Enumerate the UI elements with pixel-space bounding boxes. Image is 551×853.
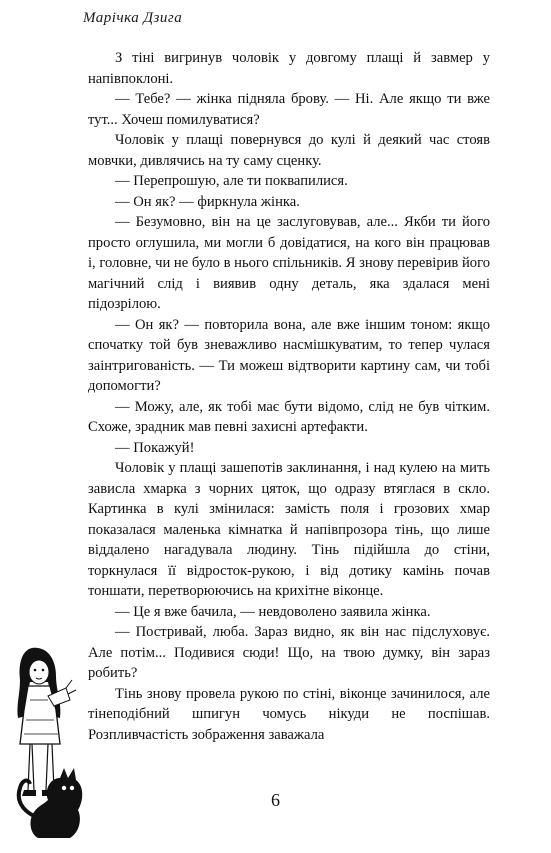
paragraph: — Це я вже бачила, — невдоволено заявила жінка. [115, 603, 431, 620]
paragraph: Чоловік у плащі повернувся до кулі й деякий час стояв мовчки, дивлячись на ту саму сценку. [88, 132, 490, 169]
girl-and-cat-illustration [8, 640, 88, 845]
paragraph: — Можу, але, як тобі має бути відомо, слід не був чітким. Схоже, зрадник мав певні захисні артефакти. [88, 398, 490, 435]
running-header-author: Марічка Дзига [83, 10, 183, 26]
paragraph: — Он як? — повторила вона, але вже іншим тоном: якщо спочатку той був зневажливо насмішкуватим, то тепер чулася заінтригованість. — Ти можеш відтворити картину сам, чи тобі допомогти? [88, 316, 490, 394]
paragraph: — Безумовно, він на це заслуговував, але... Якби ти його просто оглушила, ми могли б довідатися, на кого він працював і, головне, чи не було в нього спільників. Я знову перевірив його магічний слід і виявив одну деталь, яка здалася мені підозрілою. [88, 214, 490, 312]
paragraph: — Он як? — фиркнула жінка. [115, 193, 300, 210]
paragraph: — Перепрошую, але ти поквапилися. [115, 173, 348, 189]
paragraph: Чоловік у плащі зашепотів заклинання, і над кулею на мить зависла хмарка з чорних цяток, що одразу втяглася в скло. Картинка в кулі змінилася: замість поля і грозових хмар показалася маленька кімнатка й напівпрозора тінь, що лише віддалено нагадувала людину. Тінь підійшла до стіни, торкнулася її відросток-рукою, і від дотику камінь почав тоншати, перетворюючись на крихітне віконце. [88, 460, 490, 599]
body-text [88, 48, 490, 745]
page-number: 6 [271, 790, 280, 810]
paragraph: З тіні вигринув чоловік у довгому плащі й завмер у напівпоклоні. [88, 50, 490, 87]
paragraph: — Тебе? — жінка підняла брову. — Ні. Але якщо ти вже тут... Хочеш помилуватися? [88, 91, 490, 128]
paragraph: — Покажуй! [115, 439, 195, 456]
paragraph: — Постривай, люба. Зараз видно, як він нас підслуховує. Але потім... Подивися сюди! Що, на твою думку, він зараз робить? [88, 624, 490, 681]
paragraph: Тінь знову провела рукою по стіні, віконце зачинилося, але тінеподібний шпигун чомусь нікуди не поспішав. Розпливчастість зображення заважала [88, 685, 490, 743]
